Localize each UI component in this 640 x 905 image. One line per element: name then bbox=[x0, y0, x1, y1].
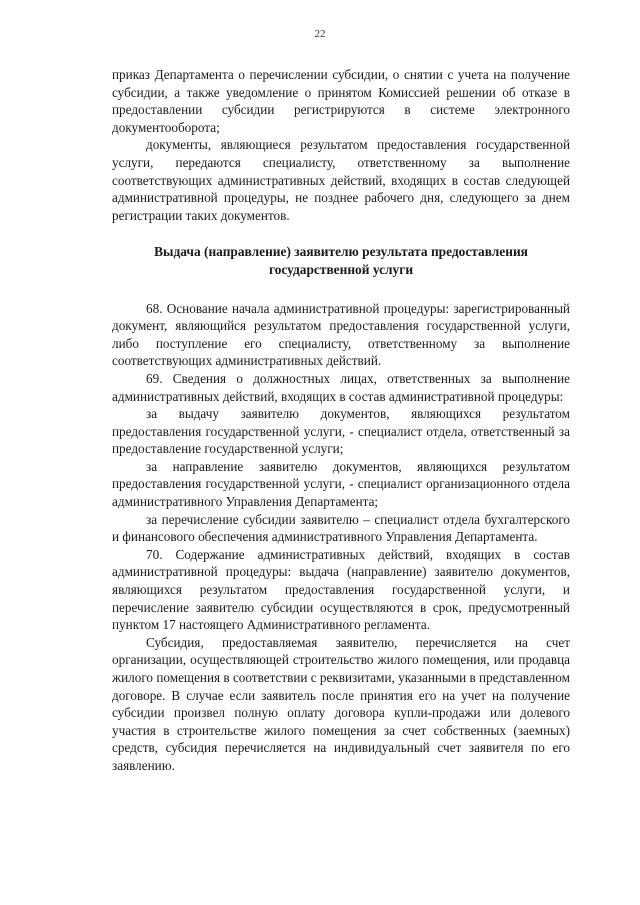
document-body bbox=[112, 66, 570, 775]
paragraph-69-transfer: за перечисление субсидии заявителю – специалист отдела бухгалтерского и финансового обеспечения административного Управления Департамента. bbox=[112, 511, 570, 545]
paragraph-documents-transfer: документы, являющиеся результатом предоставления государственной услуги, передаются специалисту, ответственному за выполнение соответствующих административных действий, входящих в состав следующей административной процедуры, не позднее рабочего дня, следующего за днем регистрации таких документов. bbox=[112, 137, 570, 223]
paragraph-subsidy-account: Субсидия, предоставляемая заявителю, перечисляется на счет организации, осуществляющей строительство жилого помещения, или продавца жилого помещения в соответствии с реквизитами, указанными в представленном договоре. В случае если заявитель после принятия его на учет на получение субсидии произвел полную оплату договора купли-продажи или долевого участия в строительстве жилого помещения за счет собственных (заемных) средств, субсидия перечисляется на индивидуальный счет заявителя по его заявлению. bbox=[112, 634, 570, 773]
paragraph-69-sending: за направление заявителю документов, являющихся результатом предоставления государственной услуги, - специалист организационного отдела административного Управления Департамента; bbox=[112, 458, 570, 510]
page-number: 22 bbox=[314, 28, 326, 40]
paragraph-order-registration: приказ Департамента о перечислении субсидии, о снятии с учета на получение субсидии, а также уведомление о принятом Комиссией решении об отказе в предоставлении субсидии регистрируются в системе электронного документооборота; bbox=[112, 67, 570, 135]
section-title-line-2: государственной услуги bbox=[268, 261, 414, 277]
section-title-line-1: Выдача (направление) заявителю результата предоставления bbox=[154, 244, 528, 260]
paragraph-70: 70. Содержание административных действий, входящих в состав административной процедуры: выдача (направление) заявителю документов, являющихся результатом предоставления государственной услуги, и перечисление заявителю субсидии осуществляются в срок, предусмотренный пунктом 17 настоящего Административного регламента. bbox=[112, 546, 570, 633]
paragraph-68: 68. Основание начала административной процедуры: зарегистрированный документ, являющийся результатом предоставления государственной услуги, либо поступление его специалисту, ответственному за выполнение соответствующих административных действий. bbox=[112, 300, 570, 369]
paragraph-69-issuance: за выдачу заявителю документов, являющихся результатом предоставления государственной услуги, - специалист отдела, ответственный за предоставление государственной услуги; bbox=[112, 406, 570, 457]
section-title bbox=[112, 243, 570, 278]
paragraph-69: 69. Сведения о должностных лицах, ответственных за выполнение административных действий, входящих в состав административной процедуры: bbox=[112, 370, 570, 404]
